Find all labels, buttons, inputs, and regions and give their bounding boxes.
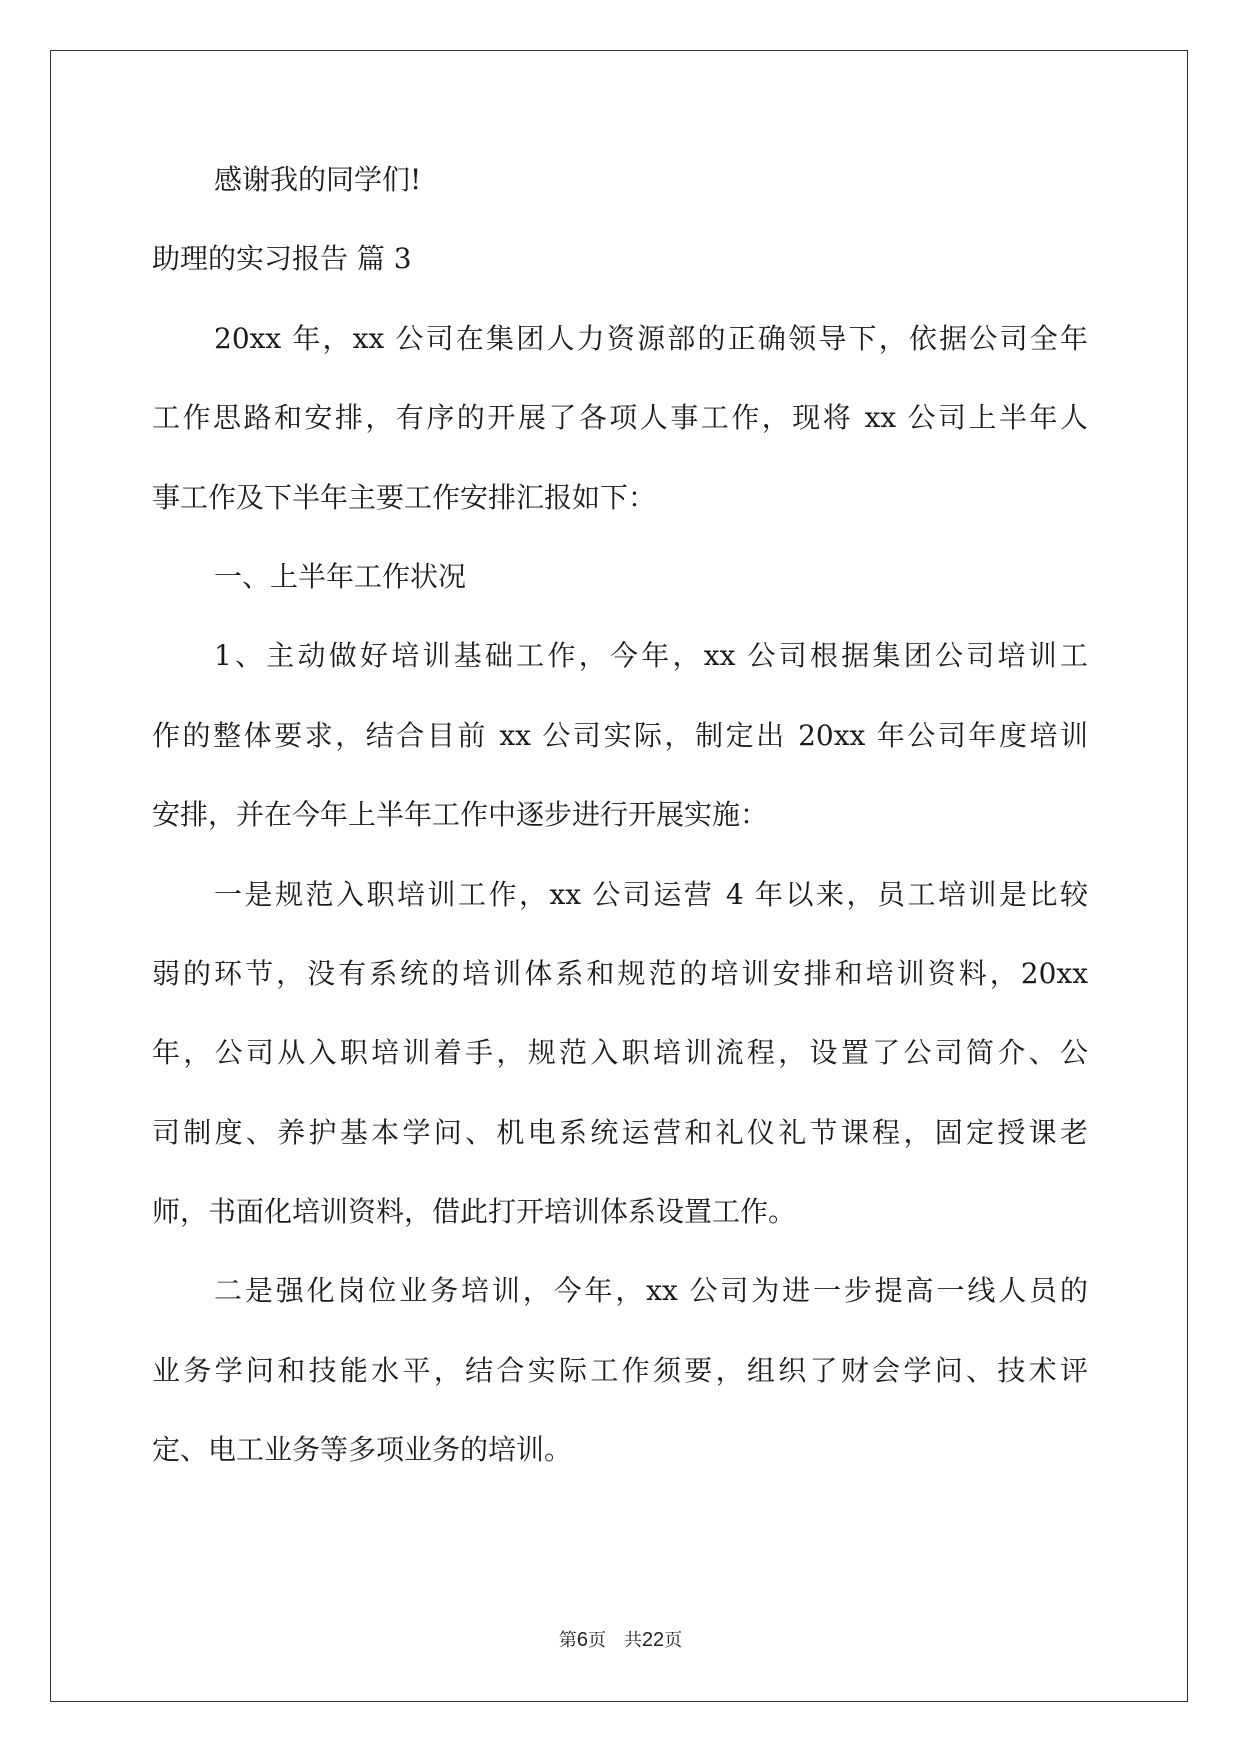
subheading: 一、上半年工作状况 [214,559,467,593]
text-line: 司制度、养护基本学问、机电系统运营和礼仪礼节课程，固定授课老 [152,1115,1088,1149]
total-prefix: 共 [623,1630,642,1651]
page-total: 22 [641,1629,665,1651]
text-line: 一是规范入职培训工作，xx 公司运营 4 年以来，员工培训是比较 [214,877,1088,911]
document-body [152,162,1088,1512]
section-heading: 助理的实习报告 篇 3 [152,242,412,276]
text-line: 作的整体要求，结合目前 xx 公司实际，制定出 20xx 年公司年度培训 [152,718,1088,752]
text-line: 二是强化岗位业务培训，今年，xx 公司为进一步提高一线人员的 [214,1274,1088,1308]
text-line: 事工作及下半年主要工作安排汇报如下： [152,480,657,514]
page-current: 6 [576,1629,588,1651]
text-line: 1、主动做好培训基础工作，今年，xx 公司根据集团公司培训工 [214,639,1088,673]
page-prefix: 第 [558,1630,577,1651]
text-line: 20xx 年，xx 公司在集团人力资源部的正确领导下，依据公司全年 [214,321,1088,355]
text-line: 业务学问和技能水平，结合实际工作须要，组织了财会学问、技术评 [152,1353,1088,1387]
page-footer [0,1626,1241,1652]
text-line: 定、电工业务等多项业务的培训。 [152,1433,573,1467]
page-suffix: 页 [587,1630,606,1651]
text-line: 年，公司从入职培训着手，规范入职培训流程，设置了公司简介、公 [152,1036,1088,1070]
text-line: 师，书面化培训资料，借此打开培训体系设置工作。 [152,1195,797,1229]
text-line: 感谢我的同学们! [214,163,422,196]
text-line: 工作思路和安排，有序的开展了各项人事工作，现将 xx 公司上半年人 [152,401,1088,435]
total-suffix: 页 [664,1630,683,1651]
text-line: 安排，并在今年上半年工作中逐步进行开展实施： [152,798,769,832]
text-line: 弱的环节，没有系统的培训体系和规范的培训安排和培训资料，20xx [152,956,1088,990]
